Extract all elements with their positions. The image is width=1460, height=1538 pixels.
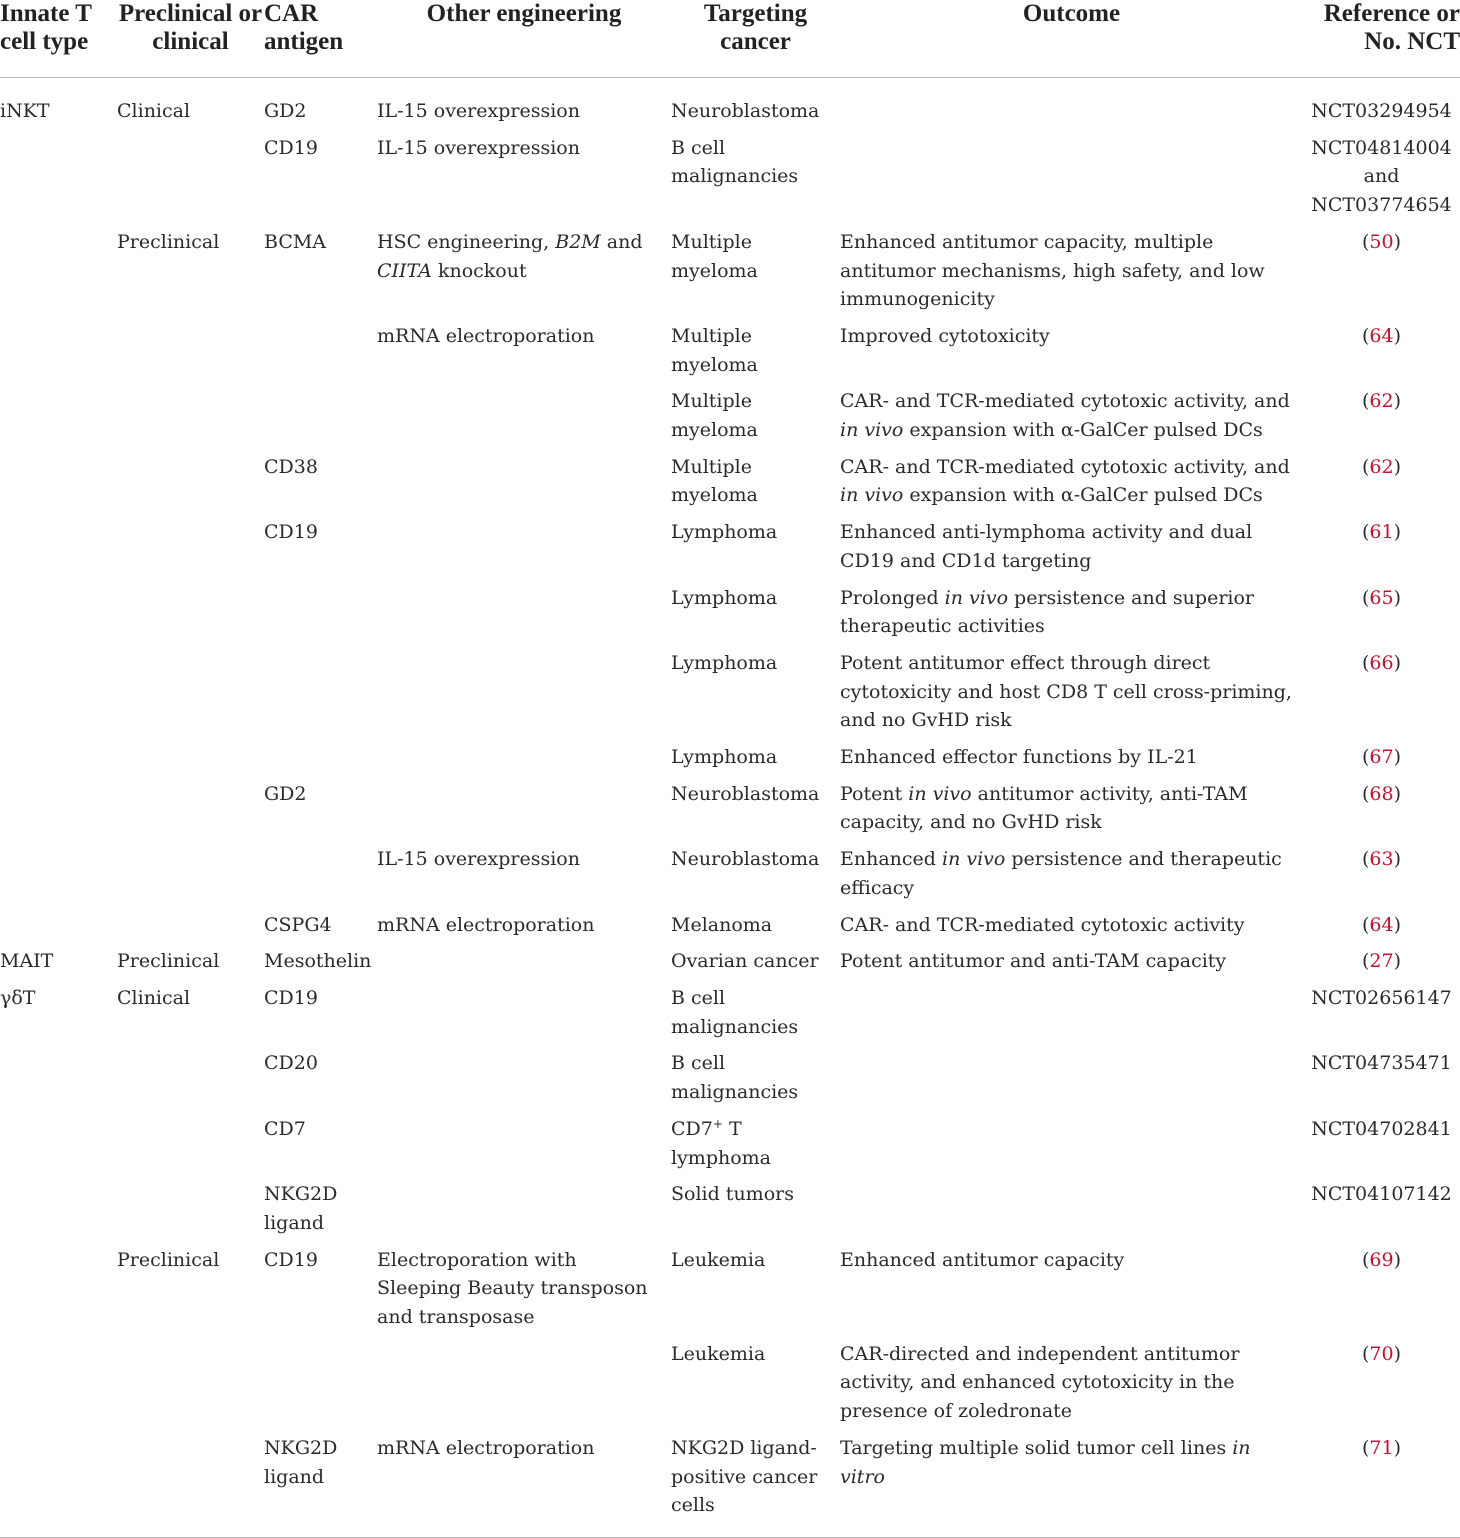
engineering-cell <box>377 1115 671 1180</box>
stage-cell: Preclinical <box>117 950 220 973</box>
cell-type-cell: iNKT <box>0 100 50 122</box>
engineering-cell <box>377 453 671 518</box>
reference-link[interactable]: 50 <box>1369 230 1394 253</box>
reference-link[interactable]: 63 <box>1369 848 1394 871</box>
engineering-cell: IL-15 overexpression <box>377 136 580 159</box>
reference-cell: NCT04107142 <box>1311 1183 1452 1206</box>
reference-link[interactable]: 65 <box>1369 586 1394 609</box>
reference-cell <box>1303 1434 1460 1538</box>
car-antigen-cell <box>264 743 377 780</box>
table-row <box>0 322 1460 387</box>
reference-close-paren: ) <box>1393 390 1402 413</box>
engineering-cell <box>377 1340 671 1434</box>
car-antigen-cell: NKG2D ligand <box>264 1434 377 1538</box>
reference-close-paren: ) <box>1393 324 1402 347</box>
reference-close-paren: ) <box>1393 950 1402 973</box>
header-car-antigen: CAR antigen <box>264 0 377 78</box>
reference-open-paren: ( <box>1361 651 1370 674</box>
outcome-cell: CAR- and TCR-mediated cytotoxic activity <box>840 913 1245 936</box>
stage-cell: Clinical <box>117 986 191 1009</box>
cell-type-cell <box>0 780 117 845</box>
table-row <box>0 1246 1460 1340</box>
stage-cell <box>117 649 264 743</box>
car-antigen-cell: BCMA <box>264 230 327 253</box>
table-row <box>0 78 1460 134</box>
cell-type-cell <box>0 322 117 387</box>
car-antigen-cell: CD38 <box>264 455 318 478</box>
header-reference: Reference or No. NCT <box>1303 0 1460 78</box>
table-row <box>0 780 1460 845</box>
reference-cell: NCT04702841 <box>1311 1117 1452 1140</box>
engineering-cell: Electroporation with Sleeping Beauty transposon and transposase <box>377 1248 648 1329</box>
cancer-cell: Ovarian cancer <box>671 950 819 973</box>
reference-cell <box>1303 584 1460 649</box>
reference-close-paren: ) <box>1393 1436 1402 1459</box>
outcome-cell: CAR- and TCR-mediated cytotoxic activity, and in vivo expansion with α-GalCer pulsed DCs <box>840 390 1290 442</box>
outcome-cell: CAR- and TCR-mediated cytotoxic activity, and in vivo expansion with α-GalCer pulsed DCs <box>840 455 1290 507</box>
reference-cell <box>1303 947 1460 984</box>
reference-link[interactable]: 64 <box>1369 913 1394 936</box>
cell-type-cell <box>0 649 117 743</box>
table-row <box>0 584 1460 649</box>
reference-link[interactable]: 69 <box>1369 1248 1394 1271</box>
cell-type-cell <box>0 911 117 948</box>
reference-close-paren: ) <box>1393 746 1402 769</box>
cancer-cell: Multiple myeloma <box>671 390 758 442</box>
cancer-cell: Lymphoma <box>671 746 778 769</box>
reference-open-paren: ( <box>1361 848 1370 871</box>
reference-link[interactable]: 61 <box>1369 521 1394 544</box>
reference-cell <box>1303 743 1460 780</box>
car-antigen-cell: Mesothelin <box>264 950 372 973</box>
car-antigen-cell <box>264 584 377 649</box>
cell-type-cell <box>0 1115 117 1180</box>
outcome-cell <box>840 1115 1303 1180</box>
header-stage: Preclinical or clinical <box>117 0 264 78</box>
stage-cell <box>117 1049 264 1114</box>
reference-close-paren: ) <box>1393 1342 1402 1365</box>
car-antigen-cell <box>264 649 377 743</box>
reference-close-paren: ) <box>1393 586 1402 609</box>
outcome-cell <box>840 1049 1303 1114</box>
reference-open-paren: ( <box>1361 782 1370 805</box>
car-antigen-cell: CD19 <box>264 1248 318 1271</box>
cell-type-cell <box>0 1340 117 1434</box>
reference-close-paren: ) <box>1393 782 1402 805</box>
outcome-cell: Enhanced antitumor capacity, multiple antitumor mechanisms, high safety, and low immunogenicity <box>840 230 1265 311</box>
cell-type-cell <box>0 134 117 228</box>
cancer-cell: Neuroblastoma <box>671 848 820 871</box>
reference-link[interactable]: 67 <box>1369 746 1394 769</box>
car-antigen-cell: CD19 <box>264 136 318 159</box>
reference-open-paren: ( <box>1361 230 1370 253</box>
reference-close-paren: ) <box>1393 521 1402 544</box>
cell-type-cell: γδT <box>0 986 36 1009</box>
reference-cell: NCT02656147 <box>1311 986 1452 1009</box>
cell-type-cell <box>0 453 117 518</box>
stage-cell <box>117 1434 264 1538</box>
outcome-cell: Targeting multiple solid tumor cell lines in vitro <box>840 1434 1303 1538</box>
table-row <box>0 845 1460 910</box>
stage-cell <box>117 387 264 452</box>
cancer-cell: Melanoma <box>671 913 773 936</box>
reference-cell <box>1303 845 1460 910</box>
reference-open-paren: ( <box>1361 324 1370 347</box>
table-row <box>0 453 1460 518</box>
table-row <box>0 387 1460 452</box>
reference-link[interactable]: 66 <box>1369 651 1394 674</box>
stage-cell: Clinical <box>117 100 191 122</box>
stage-cell <box>117 1340 264 1434</box>
cancer-cell: Neuroblastoma <box>671 100 820 122</box>
outcome-cell: Potent antitumor effect through direct cytotoxicity and host CD8 T cell cross-priming, and no GvHD risk <box>840 651 1292 732</box>
cell-type-cell <box>0 228 117 322</box>
reference-close-paren: ) <box>1393 848 1402 871</box>
table-body <box>0 78 1460 1538</box>
car-antigen-cell: CD19 <box>264 986 318 1009</box>
cancer-cell: Lymphoma <box>671 651 778 674</box>
table-row <box>0 743 1460 780</box>
engineering-cell: mRNA electroporation <box>377 324 595 347</box>
cancer-cell: Solid tumors <box>671 1183 794 1206</box>
cancer-cell: Multiple myeloma <box>671 324 758 376</box>
reference-close-paren: ) <box>1393 1248 1402 1271</box>
car-antigen-cell <box>264 387 377 452</box>
stage-cell <box>117 518 264 583</box>
reference-cell <box>1303 387 1460 452</box>
car-antigen-cell <box>264 1340 377 1434</box>
stage-cell <box>117 584 264 649</box>
cell-type-cell <box>0 1434 117 1538</box>
engineering-cell <box>377 518 671 583</box>
reference-open-paren: ( <box>1361 1436 1370 1459</box>
car-antigen-cell: GD2 <box>264 782 307 805</box>
reference-open-paren: ( <box>1361 1342 1370 1365</box>
engineering-cell <box>377 1049 671 1114</box>
engineering-cell <box>377 1180 671 1245</box>
reference-open-paren: ( <box>1361 586 1370 609</box>
cell-type-cell <box>0 584 117 649</box>
engineering-cell <box>377 743 671 780</box>
reference-link[interactable]: 62 <box>1369 455 1394 478</box>
car-antigen-cell: GD2 <box>264 100 307 122</box>
cell-type-cell <box>0 387 117 452</box>
car-antigen-cell: CD7 <box>264 1117 306 1140</box>
reference-open-paren: ( <box>1361 950 1370 973</box>
outcome-cell: Potent antitumor and anti-TAM capacity <box>840 950 1227 973</box>
reference-cell <box>1303 518 1460 583</box>
engineering-cell <box>377 984 671 1049</box>
reference-open-paren: ( <box>1361 913 1370 936</box>
stage-cell: Preclinical <box>117 1248 220 1271</box>
reference-open-paren: ( <box>1361 521 1370 544</box>
header-cell-type: Innate T cell type <box>0 0 117 78</box>
reference-cell <box>1303 1246 1460 1340</box>
engineering-cell <box>377 649 671 743</box>
header-row <box>0 0 1460 78</box>
table-row <box>0 984 1460 1049</box>
engineering-cell: mRNA electroporation <box>377 913 595 936</box>
outcome-cell <box>840 134 1303 228</box>
engineering-cell <box>377 584 671 649</box>
outcome-cell: CAR-directed and independent antitumor activity, and enhanced cytotoxicity in the presence of zoledronate <box>840 1342 1240 1423</box>
reference-cell <box>1303 453 1460 518</box>
cancer-cell: B cell malignancies <box>671 1052 799 1104</box>
stage-cell <box>117 1115 264 1180</box>
cancer-cell: NKG2D ligand-positive cancer cells <box>671 1434 840 1538</box>
engineering-cell: IL-15 overexpression <box>377 848 580 871</box>
outcome-cell <box>840 984 1303 1049</box>
reference-cell: NCT03294954 <box>1311 100 1452 122</box>
outcome-cell <box>840 1180 1303 1245</box>
table-row <box>0 1340 1460 1434</box>
reference-link[interactable]: 70 <box>1369 1342 1394 1365</box>
car-antigen-cell: CD19 <box>264 521 318 544</box>
cancer-cell: CD7+ T lymphoma <box>671 1116 772 1169</box>
stage-cell <box>117 780 264 845</box>
cancer-cell: B cell malignancies <box>671 136 799 188</box>
table-row <box>0 649 1460 743</box>
cancer-cell: Lymphoma <box>671 586 778 609</box>
cell-type-cell <box>0 1049 117 1114</box>
cell-type-cell: MAIT <box>0 950 54 973</box>
outcome-cell <box>840 78 1303 134</box>
reference-cell <box>1303 780 1460 845</box>
car-antigen-cell: CSPG4 <box>264 913 332 936</box>
cell-type-cell <box>0 1246 117 1340</box>
outcome-cell: Prolonged in vivo persistence and superior therapeutic activities <box>840 586 1255 638</box>
reference-link[interactable]: 64 <box>1369 324 1394 347</box>
reference-link[interactable]: 27 <box>1369 950 1394 973</box>
cell-type-cell <box>0 518 117 583</box>
table-row <box>0 228 1460 322</box>
table-row <box>0 1180 1460 1245</box>
table-row <box>0 947 1460 984</box>
stage-cell <box>117 322 264 387</box>
stage-cell <box>117 911 264 948</box>
outcome-cell: Potent in vivo antitumor activity, anti-TAM capacity, and no GvHD risk <box>840 782 1248 834</box>
stage-cell <box>117 845 264 910</box>
reference-cell <box>1303 228 1460 322</box>
outcome-cell: Enhanced antitumor capacity <box>840 1248 1125 1271</box>
table-row <box>0 1049 1460 1114</box>
header-other-engineering: Other engineering <box>377 0 671 78</box>
engineering-cell: HSC engineering, B2M and CIITA knockout <box>377 230 643 282</box>
stage-cell <box>117 134 264 228</box>
engineering-cell: mRNA electroporation <box>377 1434 671 1538</box>
header-outcome: Outcome <box>840 0 1303 78</box>
cancer-cell: Leukemia <box>671 1342 766 1365</box>
cancer-cell: B cell malignancies <box>671 986 799 1038</box>
stage-cell <box>117 743 264 780</box>
cell-type-cell <box>0 845 117 910</box>
reference-open-paren: ( <box>1361 1248 1370 1271</box>
cancer-cell: Multiple myeloma <box>671 230 758 282</box>
outcome-cell: Enhanced in vivo persistence and therapeutic efficacy <box>840 848 1282 899</box>
reference-cell: NCT04735471 <box>1311 1052 1452 1075</box>
engineering-cell <box>377 947 671 984</box>
reference-cell <box>1303 322 1460 387</box>
engineering-cell <box>377 780 671 845</box>
table-row <box>0 1434 1460 1538</box>
table-row <box>0 911 1460 948</box>
car-antigen-cell: NKG2D ligand <box>264 1183 338 1234</box>
car-antigen-cell: CD20 <box>264 1052 318 1075</box>
stage-cell <box>117 1180 264 1245</box>
stage-cell <box>117 453 264 518</box>
cancer-cell: Lymphoma <box>671 521 778 544</box>
engineering-cell: IL-15 overexpression <box>377 100 580 122</box>
cancer-cell: Neuroblastoma <box>671 782 820 805</box>
reference-open-paren: ( <box>1361 390 1370 413</box>
reference-cell <box>1303 911 1460 948</box>
header-targeting-cancer: Targeting cancer <box>671 0 840 78</box>
reference-link[interactable]: 71 <box>1369 1436 1394 1459</box>
reference-open-paren: ( <box>1361 455 1370 478</box>
cancer-cell: Leukemia <box>671 1248 766 1271</box>
reference-cell <box>1303 1340 1460 1434</box>
outcome-cell: Enhanced effector functions by IL-21 <box>840 746 1198 769</box>
cell-type-cell <box>0 743 117 780</box>
reference-close-paren: ) <box>1393 651 1402 674</box>
engineering-cell <box>377 387 671 452</box>
reference-close-paren: ) <box>1393 913 1402 936</box>
reference-link[interactable]: 62 <box>1369 390 1394 413</box>
car-antigen-cell <box>264 845 377 910</box>
car-antigen-cell <box>264 322 377 387</box>
outcome-cell: Improved cytotoxicity <box>840 324 1050 347</box>
reference-link[interactable]: 68 <box>1369 782 1394 805</box>
table-row <box>0 518 1460 583</box>
table-row <box>0 1115 1460 1180</box>
reference-open-paren: ( <box>1361 746 1370 769</box>
reference-cell: NCT04814004 and NCT03774654 <box>1311 136 1452 217</box>
stage-cell: Preclinical <box>117 230 220 253</box>
reference-cell <box>1303 649 1460 743</box>
cancer-cell: Multiple myeloma <box>671 455 758 507</box>
cell-type-cell <box>0 1180 117 1245</box>
reference-close-paren: ) <box>1393 230 1402 253</box>
reference-close-paren: ) <box>1393 455 1402 478</box>
table-row <box>0 134 1460 228</box>
outcome-cell: Enhanced anti-lymphoma activity and dual CD19 and CD1d targeting <box>840 521 1253 572</box>
